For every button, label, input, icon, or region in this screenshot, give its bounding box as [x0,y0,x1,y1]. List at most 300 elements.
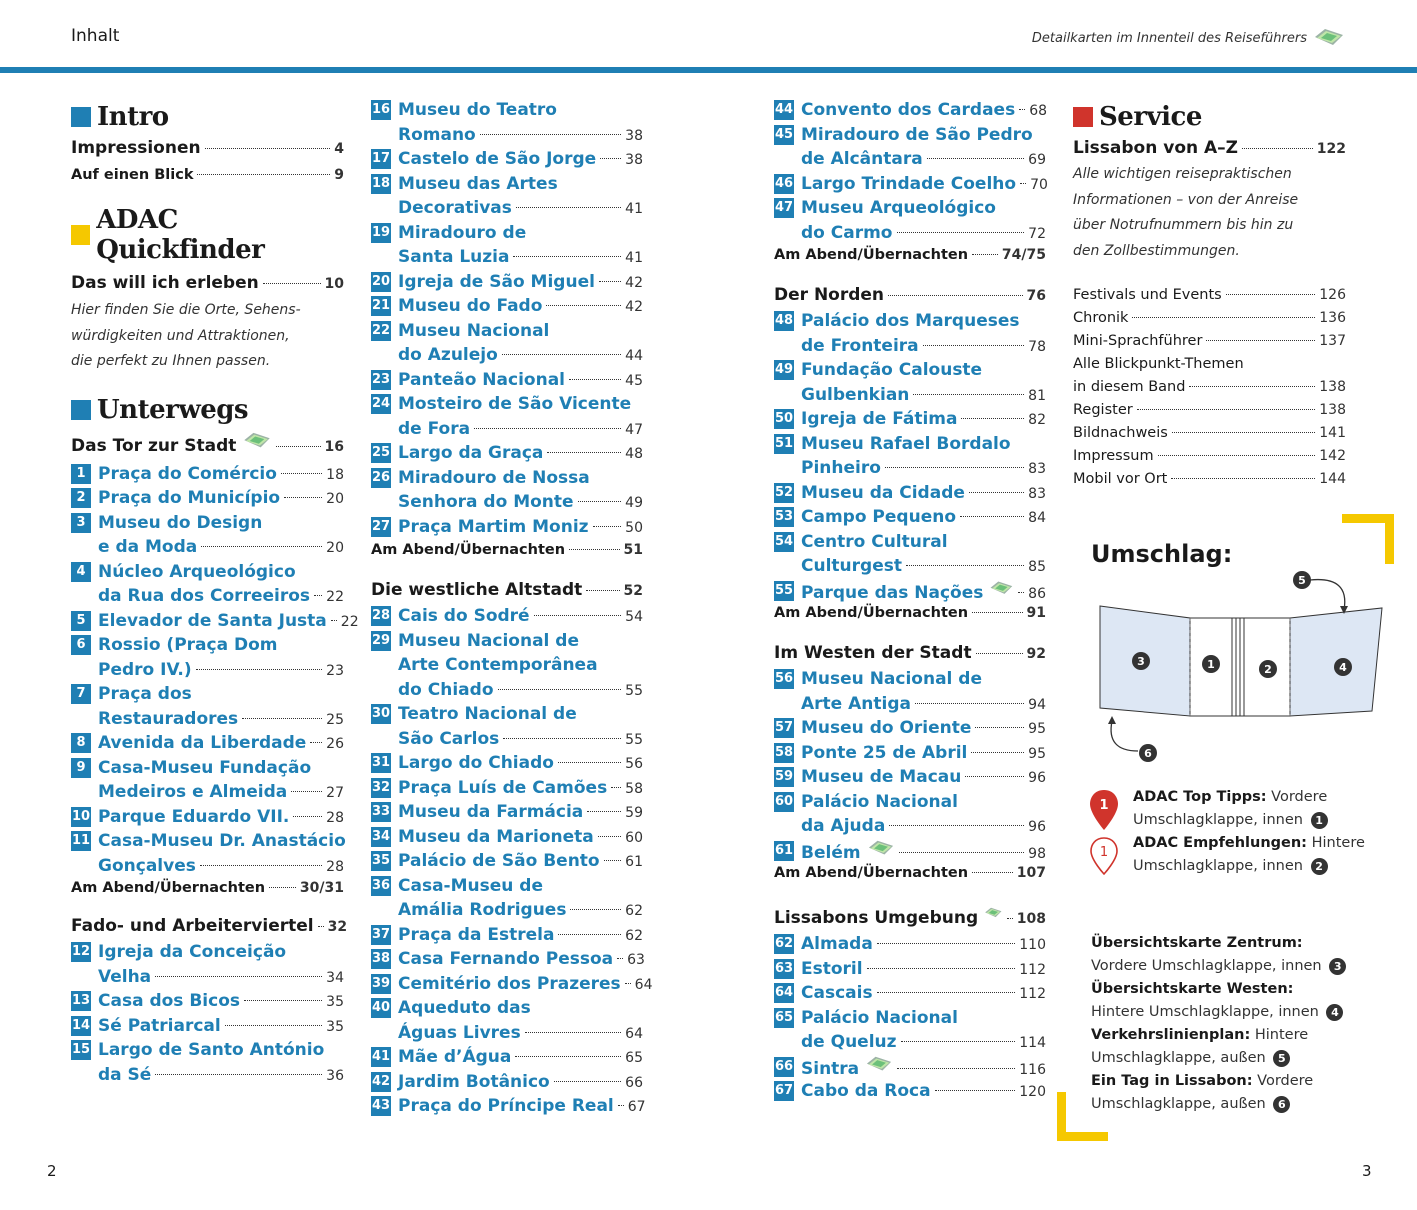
entry-line [801,790,1046,815]
toc-entry-39[interactable] [371,972,653,997]
entry-line [98,829,344,854]
toc-entry-23[interactable] [371,368,643,393]
toc-entry-14[interactable] [71,1014,344,1039]
entry-number-badge: 8 [71,733,91,753]
entry-page: 74/75 [1001,247,1046,263]
toc-entry-49[interactable] [774,358,1046,407]
entry-line [398,245,643,270]
entry-title: Restauradores [98,708,239,729]
entry-title: Arte Antiga [801,693,911,714]
entry-number-badge: 59 [774,767,794,787]
entry-line [801,1030,1046,1055]
entry-page: 62 [625,903,643,919]
entry-number-badge: 23 [371,370,391,390]
entry-number-badge: 9 [71,758,91,778]
entry-page: 94 [1028,696,1046,713]
service-item[interactable] [1073,445,1346,468]
entry-page: 38 [625,127,643,144]
entry-line [398,1094,646,1119]
entry-title: da Rua dos Correeiros [98,586,311,606]
entry-line [398,629,643,654]
entry-title: Museu Rafael Bordalo [801,433,1011,454]
entry-title: Casa-Museu Fundação [98,757,312,778]
entry-title: Fundação Calouste [801,360,983,380]
entry-page: 68 [1029,103,1048,119]
toc-entry-67[interactable] [774,1079,1046,1104]
entry-label: in diesem Band [1073,379,1186,395]
entry-line [801,530,1046,555]
entry-page: 34 [326,969,344,986]
entry-line [398,392,643,417]
running-header-left: Inhalt [71,26,120,46]
toc-subsection[interactable] [71,431,344,456]
toc-entry[interactable] [371,542,643,558]
entry-page: 83 [1028,485,1046,502]
entry-line [398,702,643,727]
entry-page: 22 [326,589,344,605]
entry-number-badge: 18 [371,174,391,194]
entry-title: Cabo da Roca [801,1081,931,1101]
toc-entry-42[interactable] [371,1070,643,1095]
entry-number-badge: 45 [774,125,794,145]
toc-entry-1[interactable] [71,462,344,487]
entry-label: Am Abend/Übernachten [774,865,969,881]
entry-title: Culturgest [801,556,902,576]
entry-title: Igreja da Conceição [98,942,287,962]
entry-title: Praça Luís de Camões [398,777,608,798]
entry-title: Museu da Cidade [801,482,965,503]
toc-entry-50[interactable] [774,407,1046,432]
entry-title: e da Moda [98,537,198,557]
entry-page: 137 [1319,333,1346,349]
entry-number-badge: 16 [371,100,391,120]
callout-1-icon: 1 [1311,812,1328,829]
toc-entry-45[interactable] [774,123,1046,172]
entry-title: Núcleo Arqueológico [98,561,296,582]
entry-line [98,756,344,781]
entry-page: 126 [1319,287,1346,303]
toc-entry[interactable] [71,880,344,896]
toc-entry-25[interactable] [371,441,643,466]
entry-number-badge: 41 [371,1047,391,1067]
entry-title: Museu Arqueológico [801,198,996,218]
entry-number-badge: 66 [774,1057,794,1077]
toc-entry-21[interactable] [371,294,643,319]
entry-page: 142 [1319,448,1346,464]
entry-number-badge: 65 [774,1008,794,1028]
entry-title: Museu da Farmácia [398,802,584,822]
entry-line [398,172,643,197]
entry-title: da Ajuda [801,816,886,836]
entry-number-badge: 42 [371,1072,391,1092]
yellow-square-icon [71,225,90,245]
service-item[interactable] [1073,307,1346,330]
toc-entry-46[interactable] [774,172,1046,197]
entry-title: Miradouro de Nossa [398,467,590,488]
toc-entry-36[interactable] [371,874,643,923]
toc-entry-20[interactable] [371,270,643,295]
entry-line [801,1079,1046,1104]
entry-line [398,490,643,515]
toc-entry-13[interactable] [71,989,344,1014]
entry-title: Museu do Oriente [801,718,972,738]
service-description: Alle wichtigen reisepraktischen Informationen – von der Anreise über Notrufnummern bis hin zu den Zollbestimmungen. [1073,166,1299,259]
column-4 [1073,98,1346,491]
entry-line [801,839,1046,864]
svg-text:2: 2 [1264,663,1272,676]
entry-number-badge: 46 [774,174,794,194]
toc-entry-60[interactable] [774,790,1046,839]
toc-entry[interactable] [1073,138,1346,158]
entry-page: 92 [1026,646,1046,662]
section-service [1073,102,1346,132]
toc-entry-11[interactable] [71,829,344,878]
entry-title: Jardim Botânico [398,1071,550,1092]
entry-number-badge: 2 [71,488,91,508]
toc-entry-29[interactable] [371,629,643,703]
toc-entry-53[interactable] [774,505,1046,530]
entry-number-badge: 57 [774,718,794,738]
entry-number-badge: 50 [774,409,794,429]
entry-line [801,814,1046,839]
entry-page: 28 [326,858,344,875]
entry-title: Largo do Chiado [398,753,554,773]
entry-page: 35 [326,1018,344,1035]
callout-4-icon: 4 [1326,1004,1343,1021]
entry-number-badge: 19 [371,223,391,243]
toc-entry-56[interactable] [774,667,1046,716]
service-item[interactable] [1073,468,1346,491]
service-item[interactable] [1073,376,1346,399]
svg-text:1: 1 [1099,798,1109,813]
entry-title: Centro Cultural [801,531,948,552]
entry-page: 98 [1028,845,1046,862]
entry-number-badge: 30 [371,704,391,724]
toc-entry-52[interactable] [774,481,1046,506]
entry-number-badge: 22 [371,321,391,341]
column-3 [774,98,1046,1104]
callout-6-icon: 6 [1273,1096,1290,1113]
entry-title: Ponte 25 de Abril [801,742,968,763]
entries-list [774,98,1046,245]
toc-entry-38[interactable] [371,947,643,972]
running-header-right: Detailkarten im Innenteil des Reiseführers [1031,31,1307,46]
toc-entry-27[interactable] [371,515,643,540]
entry-line [398,98,643,123]
service-item[interactable] [1073,353,1346,376]
entry-page: 63 [627,952,645,968]
toc-entry-65[interactable] [774,1006,1046,1055]
toc-entry-44[interactable] [774,98,1046,123]
toc-entry-30[interactable] [371,702,643,751]
entry-line [398,898,643,923]
entry-number-badge: 15 [71,1040,91,1060]
toc-subsection[interactable] [371,580,643,600]
entry-title: Museu das Artes [398,173,558,194]
toc-entry-63[interactable] [774,957,1046,982]
entry-title: Belém [801,842,861,863]
service-item[interactable] [1073,422,1346,445]
entry-number-badge: 58 [774,743,794,763]
toc-entry-26[interactable] [371,466,643,515]
entry-page: 28 [326,809,344,826]
entry-line [98,560,344,585]
toc-entry-4[interactable] [71,560,344,609]
entry-number-badge: 11 [71,831,91,851]
quickfinder-description: Hier finden Sie die Orte, Sehens- würdigkeiten und Attraktionen, die perfekt zu Ihnen passen. [71,302,301,369]
entry-title: Palácio dos Marqueses [801,311,1020,331]
section-title: ADAC Quickfinder [96,205,265,265]
entry-page: 70 [1030,176,1048,193]
toc-entry[interactable] [774,865,1046,881]
toc-subsection[interactable] [774,903,1046,928]
toc-entry[interactable] [71,138,344,158]
entry-title: Igreja de São Miguel [398,271,595,292]
entry-line [398,874,643,899]
entry-line [801,481,1046,506]
detail-map-icon [984,903,1003,923]
entry-line [98,1063,344,1088]
service-item[interactable] [1073,399,1346,422]
toc-entry-24[interactable] [371,392,643,441]
toc-entry-31[interactable] [371,751,643,776]
toc-entry-6[interactable] [71,633,344,682]
entry-page: 42 [625,274,643,291]
entry-title: Praça da Estrela [398,924,555,945]
entry-number-badge: 26 [371,468,391,488]
column-1 [71,98,359,1087]
entry-title: Sé Patriarcal [98,1015,221,1036]
entry-title: Palácio Nacional [801,791,958,812]
entry-line [801,579,1046,604]
entry-page: 60 [625,829,643,846]
entry-title: Largo de Santo António [98,1040,325,1060]
entry-number-badge: 53 [774,507,794,527]
toc-entry-7[interactable] [71,682,344,731]
entry-page: 78 [1028,338,1046,355]
toc-entry-47[interactable] [774,196,1046,245]
toc-entry-40[interactable] [371,996,643,1045]
service-item[interactable] [1073,330,1346,353]
toc-entry-5[interactable] [71,609,359,634]
entry-line [398,825,643,850]
entry-title: Sintra [801,1058,860,1079]
toc-entry-12[interactable] [71,940,344,989]
entry-title: Panteão Nacional [398,369,565,390]
toc-entry-62[interactable] [774,932,1046,957]
entry-number-badge: 17 [371,149,391,169]
toc-entry-57[interactable] [774,716,1046,741]
entry-line [98,965,344,990]
entry-line [801,456,1046,481]
entry-number-badge: 24 [371,394,391,414]
entry-number-badge: 61 [774,841,794,861]
entry-line [98,609,359,634]
entry-number-badge: 47 [774,198,794,218]
entry-title: de Fronteira [801,335,919,356]
entry-page: 65 [625,1050,643,1066]
entry-title: Museu do Teatro [398,100,557,120]
entry-page: 107 [1016,865,1046,881]
toc-entry-8[interactable] [71,731,344,756]
entry-number-badge: 39 [371,974,391,994]
toc-entry[interactable] [774,605,1046,621]
toc-entry[interactable] [71,273,344,293]
entry-line [398,1070,643,1095]
entry-line [398,319,643,344]
entry-number-badge: 60 [774,792,794,812]
entry-label: Festivals und Events [1073,287,1222,303]
entry-line [98,1014,344,1039]
toc-entry-2[interactable] [71,486,344,511]
entries-list [371,604,653,1119]
detail-map-icon [867,839,895,858]
entry-page: 42 [625,299,643,315]
toc-entry-28[interactable] [371,604,643,629]
entry-label: Register [1073,402,1133,418]
toc-entry-41[interactable] [371,1045,643,1070]
toc-entry-48[interactable] [774,309,1046,358]
entry-page: 136 [1319,310,1346,326]
entries-list [774,667,1046,863]
entry-page: 25 [326,711,344,728]
entry-title: Castelo de São Jorge [398,149,597,169]
entry-title: Elevador de Santa Justa [98,610,327,631]
entry-title: Praça dos [98,684,192,704]
entry-line [98,854,344,879]
entry-line [801,957,1046,982]
entry-page: 59 [625,805,643,821]
callout-3-icon: 3 [1329,958,1346,975]
toc-subsection[interactable] [71,916,348,936]
toc-entry-33[interactable] [371,800,643,825]
section-quickfinder [71,205,344,265]
toc-entry-3[interactable] [71,511,344,560]
entry-line [98,805,344,830]
entry-number-badge: 14 [71,1016,91,1036]
entry-title: do Carmo [801,222,893,243]
entry-page: 18 [326,466,344,483]
toc-entry-55[interactable] [774,579,1046,604]
entry-page: 96 [1028,819,1046,835]
toc-subsection[interactable] [774,643,1046,663]
entry-page: 83 [1028,461,1046,477]
toc-entry-34[interactable] [371,825,643,850]
svg-text:5: 5 [1298,574,1306,587]
entry-page: 56 [625,756,643,772]
toc-entry-51[interactable] [774,432,1046,481]
entry-line [98,1038,344,1063]
entry-title: Mãe d’Água [398,1047,512,1067]
toc-entry-19[interactable] [371,221,643,270]
entry-line [398,417,643,442]
toc-entry-59[interactable] [774,765,1046,790]
entry-page: 49 [625,495,643,511]
toc-entry-61[interactable] [774,839,1046,864]
entry-title: Casa Fernando Pessoa [398,949,614,969]
entry-line [801,407,1046,432]
entry-title: Águas Livres [398,1022,521,1043]
toc-entry-64[interactable] [774,981,1046,1006]
entry-label: Das will ich erleben [71,273,259,293]
red-square-icon [1073,107,1093,127]
toc-entry-18[interactable] [371,172,643,221]
entry-title: Cais do Sodré [398,606,530,626]
toc-entry-10[interactable] [71,805,344,830]
entry-number-badge: 31 [371,753,391,773]
toc-entry-9[interactable] [71,756,344,805]
entry-page: 55 [625,731,643,748]
entry-page: 45 [625,372,643,389]
svg-text:1: 1 [1099,845,1109,860]
toc-entry-22[interactable] [371,319,643,368]
entry-line [801,432,1046,457]
toc-entry[interactable] [774,247,1046,263]
entry-page: 67 [627,1099,646,1115]
entry-number-badge: 4 [71,562,91,582]
entry-line [398,751,643,776]
entry-title: da Sé [98,1064,152,1085]
entry-label: Am Abend/Übernachten [774,247,969,263]
toc-entry-32[interactable] [371,776,643,801]
svg-text:1: 1 [1207,658,1215,671]
service-item[interactable] [1073,284,1346,307]
entry-line [801,692,1046,717]
entry-number-badge: 29 [371,631,391,651]
toc-entry-16[interactable] [371,98,643,147]
toc-subsection[interactable] [774,285,1046,305]
entry-line [398,270,643,295]
toc-entry[interactable] [71,167,344,183]
entry-label: Am Abend/Übernachten [371,542,566,558]
toc-entry-58[interactable] [774,741,1046,766]
toc-entry-37[interactable] [371,923,643,948]
entry-label: Impressionen [71,138,201,158]
toc-entry-54[interactable] [774,530,1046,579]
entry-title: Museu Nacional de [398,630,579,651]
entry-number-badge: 37 [371,925,391,945]
entry-title: Campo Pequeno [801,507,957,527]
callout-1-icon [1202,655,1220,673]
toc-entry-66[interactable] [774,1055,1046,1080]
entry-number-badge: 51 [774,434,794,454]
callout-3-icon [1132,652,1150,670]
section-title: Intro [97,102,169,132]
toc-entry-17[interactable] [371,147,643,172]
entries-list [71,940,344,1087]
entry-page: 116 [1019,1061,1046,1078]
entry-title: Estoril [801,958,863,979]
entry-line [801,196,1046,221]
entry-title: Casa dos Bicos [98,991,241,1011]
entry-title: Santa Luzia [398,247,510,267]
entry-page: 141 [1319,425,1346,441]
toc-entry-43[interactable] [371,1094,646,1119]
entry-page: 10 [324,276,344,292]
entry-page: 120 [1019,1084,1046,1100]
entry-number-badge: 3 [71,513,91,533]
entry-line [801,765,1046,790]
entry-line [398,1021,643,1046]
entry-line [398,147,643,172]
entry-page: 32 [327,919,348,935]
entries-list [774,932,1046,1104]
detail-map-icon [242,431,272,451]
toc-entry-15[interactable] [71,1038,344,1087]
header-rule [0,67,1417,73]
entry-line [801,383,1046,408]
toc-entry-35[interactable] [371,849,643,874]
